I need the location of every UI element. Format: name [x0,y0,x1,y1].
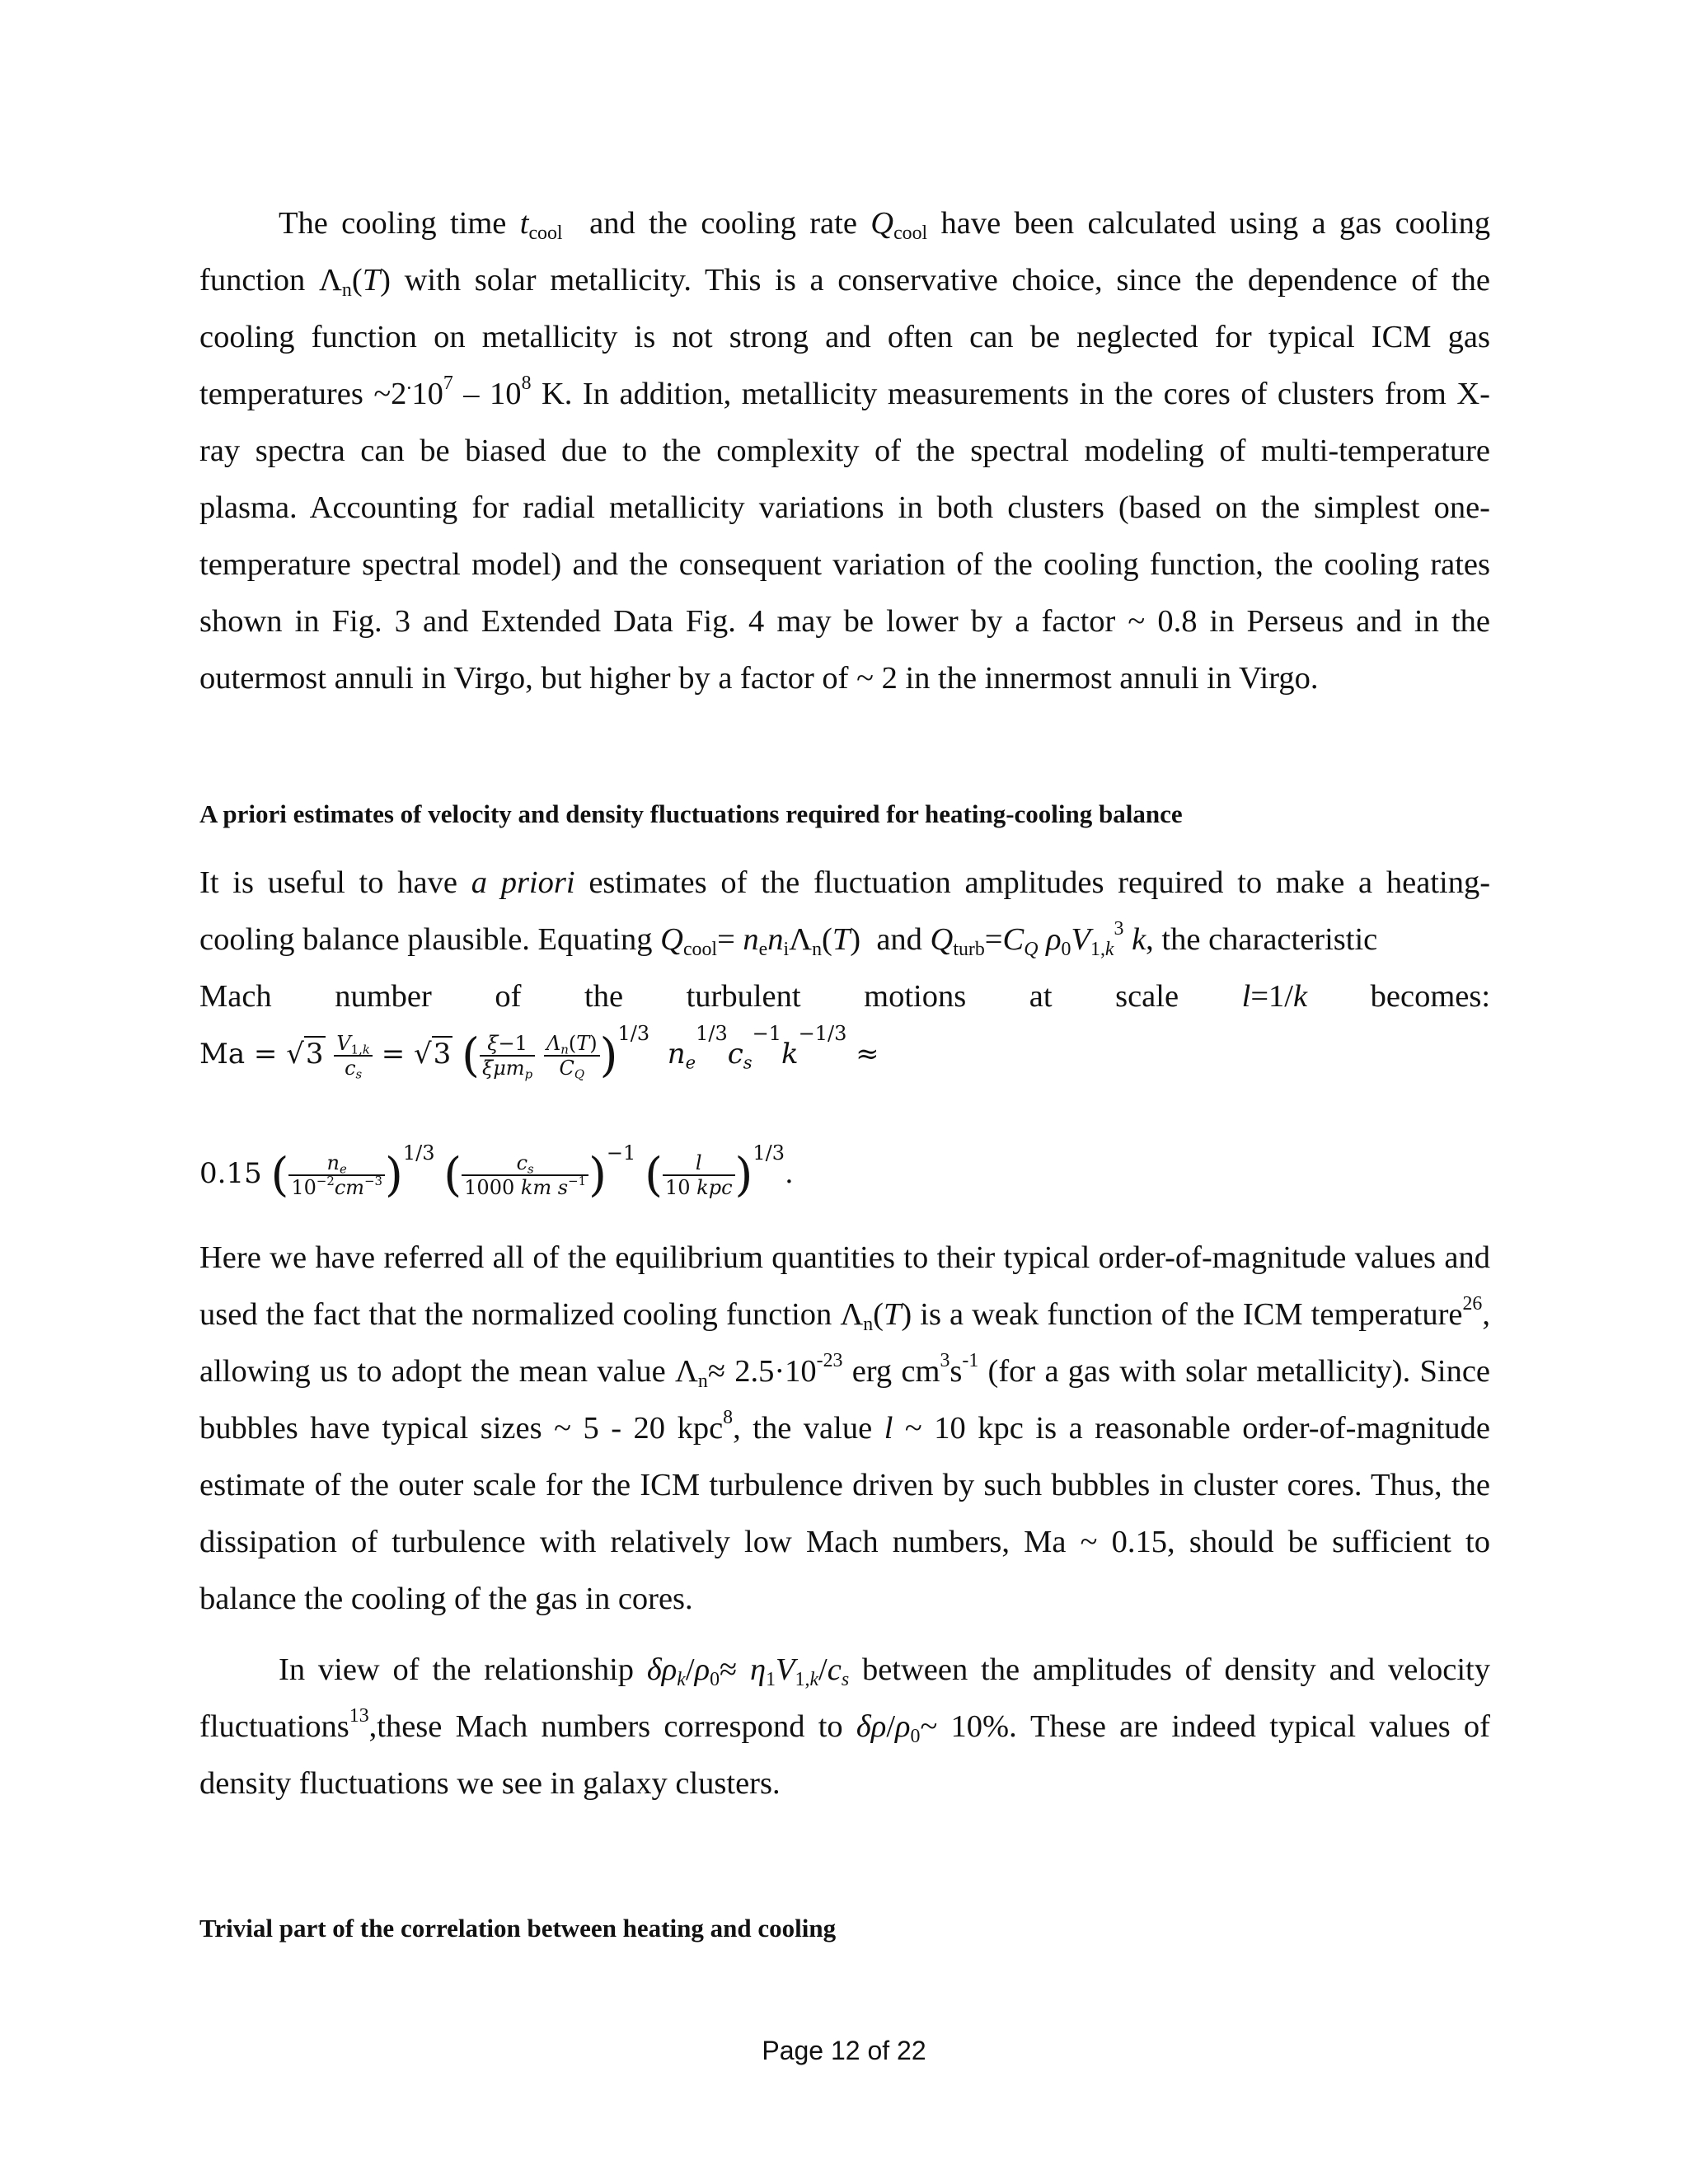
mach-number-equation: Ma = √3 $\frac{V_{1,k}}{c_s}$ = √3 ( $\frac{\xi-1}{\xi\mu m_p}$ $\frac{\Lambda_n(T)}{C_Q}$ )$^{1/3}$ $n_e^{1/3}c_s^{-1}k^{-1/3}$ ≈ [199,1022,879,1083]
page-number: Page 12 of 22 [762,2036,926,2065]
section-heading-trivial-correlation: Trivial part of the correlation between heating and cooling [199,1914,837,1943]
paragraph-a-priori: It is useful to have a priori estimates of the fluctuation amplitudes required to make a heating-cooling balance plausible. Equating $Q_{cool}= n_en_i\Lambda_n(T)$ and $Q_{turb}=C_Q$ $\rho_0V_{1,k}^3$ k, the characteristic Mach number of the turbulent motions at scale l=1/k becomes: [199,865,1491,1014]
paragraph-equilibrium: Here we have referred all of the equilibrium quantities to their typical order-of-magnitude values and used the fact that the normalized cooling function $\Lambda_n(T)$ is a weak function of the ICM temperature$^{26}$, allowing us to adopt the mean value $\Lambda_n\approx 2.5\cdot 10^{-23}$ erg $cm^3s^{-1}$ (for a gas with solar metallicity). Since bubbles have typical sizes ~ 5 - 20 kpc$^8$, the value l ~ 10 kpc is a reasonable order-of-magnitude estimate of the outer scale for the ICM turbulence driven by such bubbles in cluster cores. Thus, the dissipation of turbulence with relatively low Mach numbers, Ma ~ 0.15, should be sufficient to balance the cooling of the gas in cores. [199,1240,1491,1616]
paragraph-cooling-function: The cooling time $t_{cool}$ and the cooling rate $Q_{cool}$ have been calculated using a gas cooling function $\Lambda_n(T)$ with solar metallicity. This is a conservative choice, since the dependence of the cooling function on metallicity is not strong and often can be neglected for typical ICM gas temperatures $\sim 2^.10^7 - 10^8$ K. In addition, metallicity measurements in the cores of clusters from X-ray spectra can be biased due to the complexity of the spectral modeling of multi-temperature plasma. Accounting for radial metallicity variations in both clusters (based on the simplest one-temperature spectral model) and the consequent variation of the cooling function, the cooling rates shown in Fig. 3 and Extended Data Fig. 4 may be lower by a factor ~ 0.8 in Perseus and in the outermost annuli in Virgo, but higher by a factor of ~ 2 in the innermost annuli in Virgo. [199,206,1491,696]
paragraph-density-fluctuations: In view of the relationship $\delta\rho_k/\rho_0\approx \eta_1V_{1,k}/c_s$ between the amplitudes of density and velocity fluctuations$^{13}$,these Mach numbers correspond to $\delta\rho/\rho_0\sim$ 10%. These are indeed typical values of density fluctuations we see in galaxy clusters. [199,1652,1491,1801]
section-heading-a-priori: A priori estimates of velocity and density fluctuations required for heating-cooling balance [199,799,1183,828]
mach-number-scaling: 0.15 ( $\frac{n_e}{10^{-2}cm^{-3}}$ )$^{1/3}$ ( $\frac{c_s}{1000 km s^{-1}}$ )$^{-1}$ ( $\frac{l}{\text{10 kpc}}$ )$^{1/3}$. [199,1141,794,1202]
